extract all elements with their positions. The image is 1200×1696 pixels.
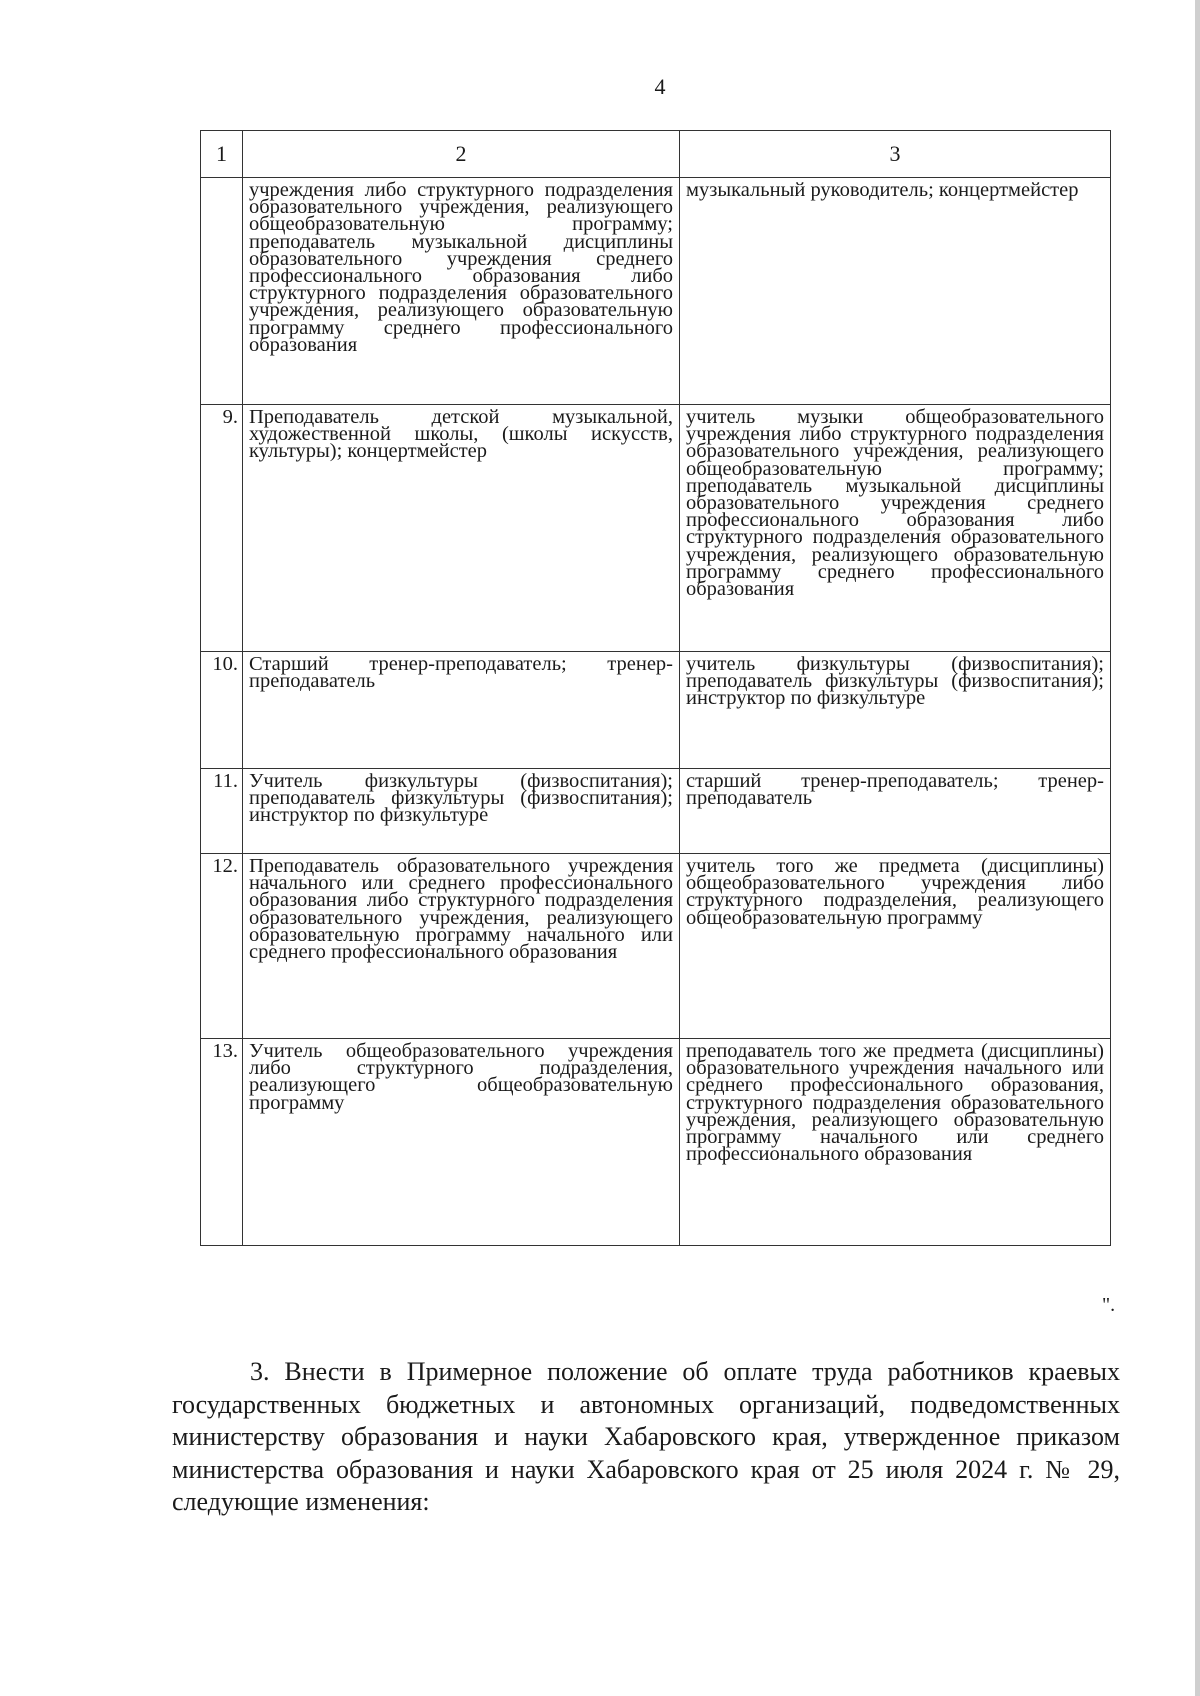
row-position: Преподаватель образовательного учреждения начального или среднего профессионального образования либо структурного подразделения образовательного учреждения, реализующего образовательную программу начального или среднего профессионального образования <box>243 854 680 1039</box>
table-header-row <box>201 131 1111 178</box>
row-equivalent: преподаватель того же предмета (дисциплины) образовательного учреждения начального или среднего профессионального образования, структурного подразделения образовательного учреждения, реализующего образовательную программу начального или среднего профессионального образования <box>680 1039 1111 1246</box>
row-number: 10. <box>201 652 243 769</box>
positions-table <box>200 130 1111 1246</box>
row-equivalent: учитель музыки общеобразовательного учреждения либо структурного подразделения образовательного учреждения, реализующего общеобразовательную программу; преподаватель музыкальной дисциплины образовательного учреждения среднего профессионального образования либо структурного подразделения образовательного учреждения, реализующего образовательную программу среднего профессионального образования <box>680 405 1111 652</box>
header-col-3: 3 <box>680 131 1111 178</box>
row-number: 11. <box>201 769 243 854</box>
header-col-1: 1 <box>201 131 243 178</box>
amendment-paragraph: 3. Внести в Примерное положение об оплате труда работников краевых государственных бюджетных и автономных организаций, подведомственных министерству образования и науки Хабаровского края, утвержденное приказом министерства образования и науки Хабаровского края от 25 июля 2024 г. № 29, следующие изменения: <box>172 1357 1120 1516</box>
row-position: учреждения либо структурного подразделения образовательного учреждения, реализующего общеобразовательную программу; преподаватель музыкальной дисциплины образовательного учреждения среднего профессионального образования либо структурного подразделения образовательного учреждения, реализующего образовательную программу среднего профессионального образования <box>243 178 680 405</box>
table-row <box>201 178 1111 405</box>
closing-quote: ". <box>1102 1294 1116 1316</box>
table-row <box>201 854 1111 1039</box>
row-number: 9. <box>201 405 243 652</box>
header-col-2: 2 <box>243 131 680 178</box>
table-row <box>201 405 1111 652</box>
row-position: Преподаватель детской музыкальной, художественной школы, (школы искусств, культуры); концертмейстер <box>243 405 680 652</box>
row-number <box>201 178 243 405</box>
row-equivalent: учитель физкультуры (физвоспитания); преподаватель физкультуры (физвоспитания); инструктор по физкультуре <box>680 652 1111 769</box>
table-row <box>201 1039 1111 1246</box>
row-number: 13. <box>201 1039 243 1246</box>
row-position: Учитель физкультуры (физвоспитания); преподаватель физкультуры (физвоспитания); инструктор по физкультуре <box>243 769 680 854</box>
table-row <box>201 652 1111 769</box>
row-number: 12. <box>201 854 243 1039</box>
table-row <box>201 769 1111 854</box>
page-edge <box>1195 0 1200 1696</box>
row-position: Учитель общеобразовательного учреждения либо структурного подразделения, реализующего общеобразовательную программу <box>243 1039 680 1246</box>
row-equivalent: учитель того же предмета (дисциплины) общеобразовательного учреждения либо структурного подразделения, реализующего общеобразовательную программу <box>680 854 1111 1039</box>
row-position: Старший тренер-преподаватель; тренер-преподаватель <box>243 652 680 769</box>
row-equivalent: музыкальный руководитель; концертмейстер <box>680 178 1111 405</box>
page-number: 4 <box>654 74 666 99</box>
row-equivalent: старший тренер-преподаватель; тренер-преподаватель <box>680 769 1111 854</box>
